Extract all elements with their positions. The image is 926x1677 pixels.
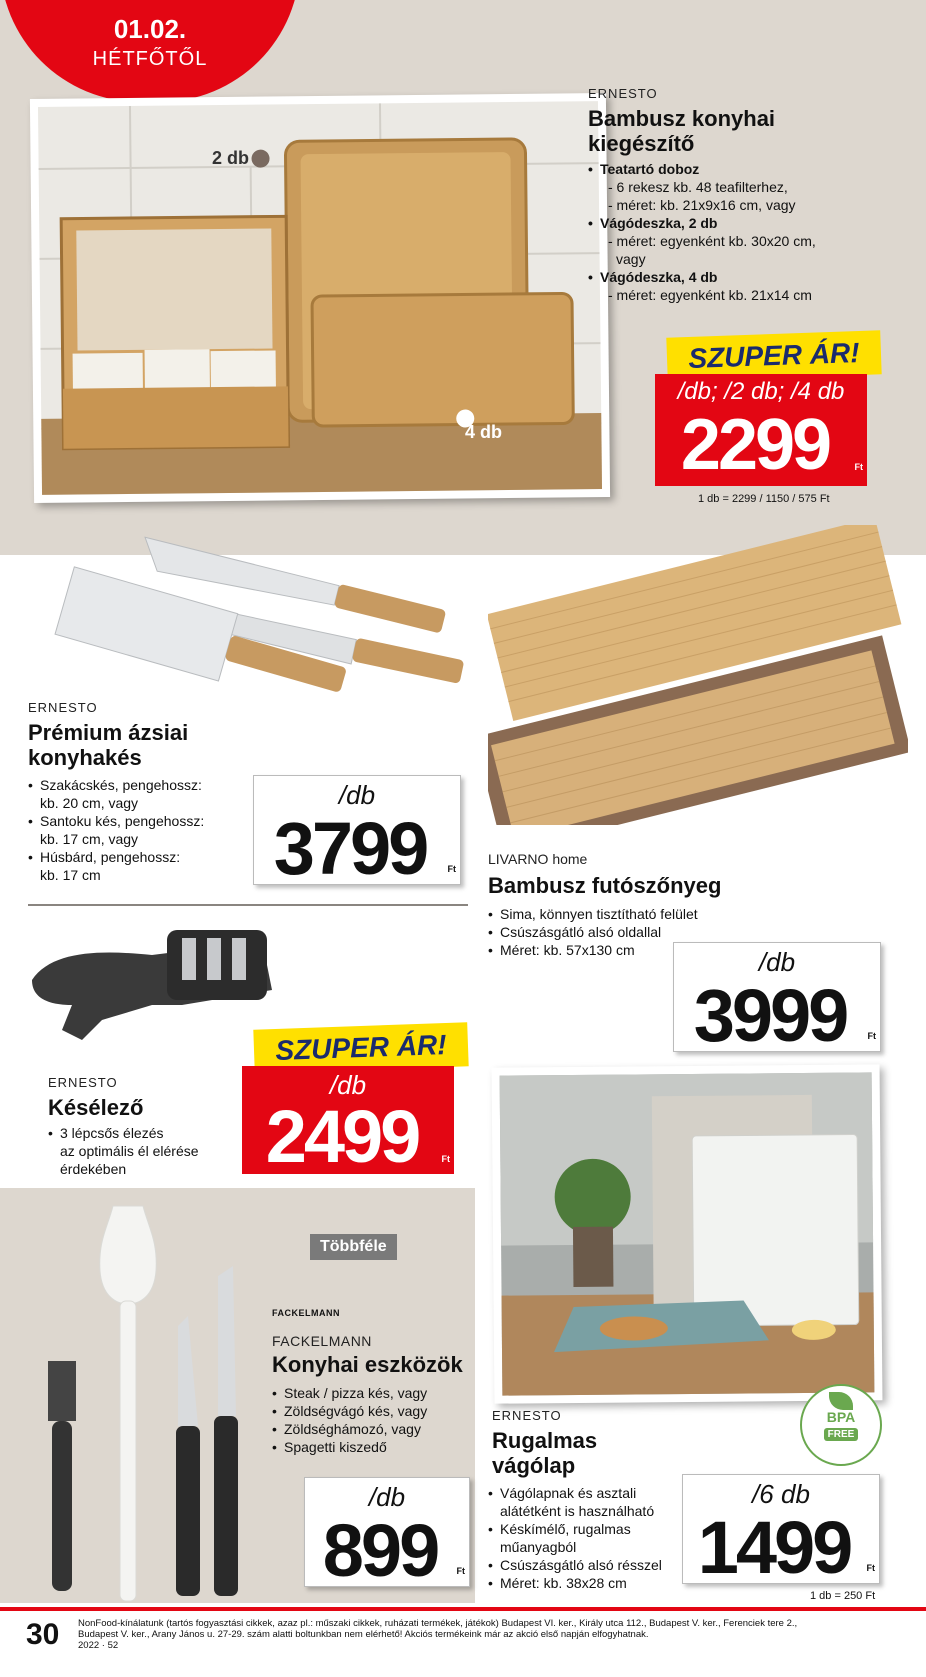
footer-text xyxy=(78,1618,918,1651)
footer-text-2: Budapest V. ker., Arany János u. 27-29. szám alatti boltunkban nem elérhető! Akciós termékeink már az akció első napján elfogyhatnak. xyxy=(78,1629,649,1640)
bamboo-runner-illustration xyxy=(488,525,908,825)
p4-feature-1-b: az optimális él elérése xyxy=(60,1143,199,1159)
footer-text-1: NonFood-kínálatunk (tartós fogyasztási cikkek, azaz pl.: műszaki cikkek, ruházati termékek, játékok) Budapest VI. ker., Király utca 112., Budapest V. ker., Ferenciek tere 2., xyxy=(78,1618,798,1629)
footer-red-line xyxy=(0,1607,926,1611)
page-number: 30 xyxy=(26,1618,60,1651)
p1-brand: ERNESTO xyxy=(588,86,658,101)
bpa-label: BPA xyxy=(826,1409,856,1425)
p2-feature-2 xyxy=(28,812,248,848)
p5-price-box xyxy=(304,1477,470,1592)
label-2db: 2 db xyxy=(212,148,250,168)
p4-super-badge: SZUPER ÁR! xyxy=(253,1022,468,1073)
p4-price-currency: Ft xyxy=(441,1154,450,1164)
p6-unit-note: 1 db = 250 Ft xyxy=(810,1590,876,1602)
p6-feature-1 xyxy=(488,1484,688,1520)
p6-feature-1-b: alátétként is használható xyxy=(500,1503,655,1519)
p1-bullet-1: • Teatartó doboz xyxy=(588,160,918,178)
p3-title: Bambusz futószőnyeg xyxy=(488,873,722,898)
p1-bullet-3: • Vágódeszka, 4 db xyxy=(588,268,918,286)
p1-price-box xyxy=(655,374,867,486)
p4-features xyxy=(48,1124,248,1178)
p5-feature-2: • Zöldségvágó kés, vagy xyxy=(272,1402,472,1420)
p2-feature-3-a: Húsbárd, pengehossz: xyxy=(40,849,181,865)
p4-price-unit: /db xyxy=(329,1070,367,1100)
p4-price-value: 2499 xyxy=(265,1095,419,1178)
p3-price-value: 3999 xyxy=(693,974,847,1057)
p3-price-box xyxy=(673,942,881,1057)
p2-feature-1-b: kb. 20 cm, vagy xyxy=(40,795,139,811)
p6-features xyxy=(488,1484,688,1592)
p5-price-value: 899 xyxy=(322,1509,438,1592)
p4-feature-1-a: 3 lépcsős élezés xyxy=(60,1125,164,1141)
p2-feature-1-a: Szakácskés, pengehossz: xyxy=(40,777,202,793)
date-text: 01.02. xyxy=(113,14,187,44)
p1-features xyxy=(588,160,918,304)
p5-logo: FACKELMANN xyxy=(272,1308,340,1318)
p3-price-unit: /db xyxy=(758,947,796,977)
p1-sub-3: - méret: egyenként kb. 30x20 cm, xyxy=(608,233,816,249)
tea-box-photo xyxy=(30,93,610,503)
p3-feature-2: • Csúszásgátló alsó oldallal xyxy=(488,923,788,941)
bpa-free-leaf-icon xyxy=(829,1392,853,1410)
p5-features xyxy=(272,1384,472,1456)
p1-price-currency: Ft xyxy=(854,462,863,472)
bpa-free-badge xyxy=(800,1384,882,1466)
p2-feature-3-b: kb. 17 cm xyxy=(40,867,101,883)
p6-feature-1-a: Vágólapnak és asztali xyxy=(500,1485,637,1501)
p6-price-value: 1499 xyxy=(697,1506,851,1589)
p3-feature-3: • Méret: kb. 57x130 cm xyxy=(488,941,788,959)
p6-title-1: Rugalmas xyxy=(492,1428,598,1453)
label-4db: 4 db xyxy=(465,422,503,442)
cutting-board-illustration xyxy=(492,1064,883,1403)
p2-feature-1 xyxy=(28,776,248,812)
p1-sub-5: - méret: egyenként kb. 21x14 cm xyxy=(608,287,812,303)
p5-feature-1: • Steak / pizza kés, vagy xyxy=(272,1384,472,1402)
p5-brand: FACKELMANN xyxy=(272,1333,372,1349)
cutting-board-photo xyxy=(492,1064,883,1403)
p2-title-1: Prémium ázsiai xyxy=(28,720,189,745)
p2-price-unit: /db xyxy=(338,780,376,810)
p5-price-currency: Ft xyxy=(456,1566,465,1576)
p6-feature-2-b: műanyagból xyxy=(500,1539,577,1555)
p6-feature-2 xyxy=(488,1520,688,1556)
p1-unit-note: 1 db = 2299 / 1150 / 575 Ft xyxy=(698,493,830,505)
p1-title-1: Bambusz konyhai xyxy=(588,106,776,131)
p6-price-currency: Ft xyxy=(866,1563,875,1573)
p2-features xyxy=(28,776,248,884)
p3-brand: LIVARNO home xyxy=(488,851,588,867)
p5-price-unit: /db xyxy=(368,1482,406,1512)
p2-title-2: konyhakés xyxy=(28,745,142,770)
footer-text-3: 2022 · 52 xyxy=(78,1640,119,1651)
date-from-text: HÉTFŐTŐL xyxy=(92,48,208,70)
p2-brand: ERNESTO xyxy=(28,700,98,715)
p1-sub-1: - 6 rekesz kb. 48 teafilterhez, xyxy=(608,179,788,195)
p2-price-box xyxy=(253,775,461,890)
p6-brand: ERNESTO xyxy=(492,1408,562,1423)
p4-title: Késélező xyxy=(48,1095,144,1120)
p5-title: Konyhai eszközök xyxy=(272,1352,463,1377)
tea-box-illustration xyxy=(30,93,610,503)
p3-price-currency: Ft xyxy=(867,1031,876,1041)
left-divider xyxy=(28,904,468,906)
p3-feature-1: • Sima, könnyen tisztítható felület xyxy=(488,905,788,923)
p1-bullet-2: • Vágódeszka, 2 db xyxy=(588,214,918,232)
p5-feature-3: • Zöldséghámozó, vagy xyxy=(272,1420,472,1438)
p1-sub-2: - méret: kb. 21x9x16 cm, vagy xyxy=(608,197,796,213)
p4-feature-1 xyxy=(48,1124,248,1178)
p6-title-2: vágólap xyxy=(492,1453,576,1478)
p6-price-box xyxy=(682,1474,880,1589)
p2-feature-2-b: kb. 17 cm, vagy xyxy=(40,831,139,847)
p5-feature-4: • Spagetti kiszedő xyxy=(272,1438,472,1456)
p1-price-value: 2299 xyxy=(680,405,830,485)
p6-feature-2-a: Késkímélő, rugalmas xyxy=(500,1521,631,1537)
p1-sub-4: vagy xyxy=(616,251,646,267)
p4-feature-1-c: érdekében xyxy=(60,1161,127,1177)
p6-feature-3: • Csúszásgátló alsó résszel xyxy=(488,1556,688,1574)
p6-feature-4: • Méret: kb. 38x28 cm xyxy=(488,1574,688,1592)
p5-variety-tag: Többféle xyxy=(310,1234,397,1260)
sharpener-illustration xyxy=(22,910,272,1050)
p2-feature-2-a: Santoku kés, pengehossz: xyxy=(40,813,205,829)
p6-price-unit: /6 db xyxy=(752,1479,810,1509)
free-label: FREE xyxy=(824,1428,859,1441)
p1-title-2: kiegészítő xyxy=(588,131,695,156)
kitchen-tools-illustration xyxy=(38,1196,268,1616)
p1-super-badge: SZUPER ÁR! xyxy=(666,330,881,381)
p2-price-value: 3799 xyxy=(273,807,427,890)
p4-brand: ERNESTO xyxy=(48,1075,118,1090)
p1-price-unit: /db; /2 db; /4 db xyxy=(677,378,845,405)
p2-feature-3 xyxy=(28,848,248,884)
p4-price-box xyxy=(242,1066,454,1178)
p2-price-currency: Ft xyxy=(447,864,456,874)
